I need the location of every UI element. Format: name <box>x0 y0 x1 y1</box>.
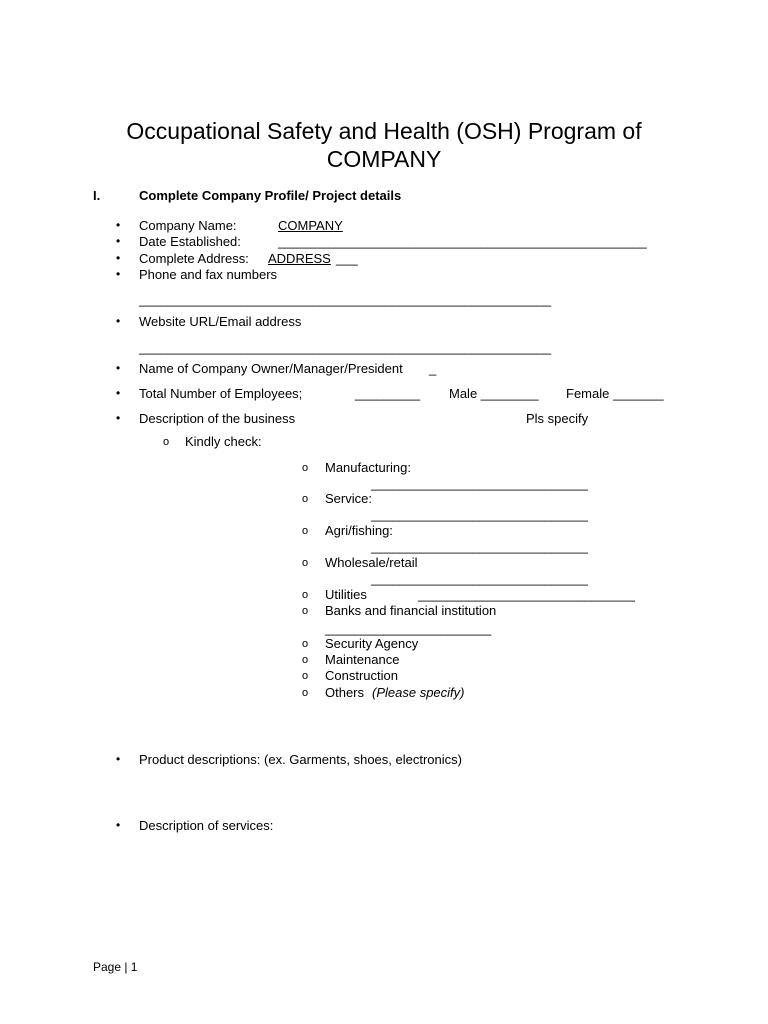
circle-bullet-icon: o <box>302 654 309 666</box>
date-established-line[interactable]: ___________________________________________________ <box>278 234 647 249</box>
wholesale-retail-line[interactable]: ______________________________ <box>371 571 588 586</box>
document-title-line2: COMPANY <box>326 146 442 172</box>
option-manufacturing[interactable]: Manufacturing: <box>325 460 411 475</box>
agri-fishing-line[interactable]: ______________________________ <box>371 539 588 554</box>
employees-line[interactable]: _________ <box>355 386 421 401</box>
bullet-icon: • <box>116 251 121 265</box>
complete-address-label: Complete Address: <box>139 251 249 266</box>
bullet-icon: • <box>116 361 121 375</box>
banks-line[interactable]: _______________________ <box>325 621 492 636</box>
bullet-icon: • <box>116 386 121 400</box>
option-maintenance[interactable]: Maintenance <box>325 652 400 667</box>
date-established-label: Date Established: <box>139 234 241 249</box>
website-label: Website URL/Email address <box>139 314 302 329</box>
phone-fax-line[interactable]: _________________________________________________________ <box>139 292 552 307</box>
bullet-icon: • <box>116 234 121 248</box>
owner-line[interactable]: _ <box>429 361 437 376</box>
circle-bullet-icon: o <box>302 589 309 601</box>
manufacturing-line[interactable]: ______________________________ <box>371 476 588 491</box>
female-field[interactable]: Female _______ <box>566 386 664 401</box>
document-title-line1: Occupational Safety and Health (OSH) Program of <box>126 118 642 144</box>
company-name-label: Company Name: <box>139 218 237 233</box>
complete-address-value[interactable]: ADDRESS <box>268 251 331 266</box>
utilities-line[interactable]: ______________________________ <box>418 587 635 602</box>
circle-bullet-icon: o <box>302 462 309 474</box>
product-descriptions-label: Product descriptions: (ex. Garments, shoes, electronics) <box>139 752 462 767</box>
pls-specify-label: Pls specify <box>526 411 589 426</box>
circle-bullet-icon: o <box>302 687 309 699</box>
option-banks[interactable]: Banks and financial institution <box>325 603 497 618</box>
bullet-icon: • <box>116 267 121 281</box>
bullet-icon: • <box>116 752 121 766</box>
circle-bullet-icon: o <box>302 638 309 650</box>
circle-bullet-icon: o <box>163 436 170 448</box>
option-service[interactable]: Service: <box>325 491 372 506</box>
phone-fax-label: Phone and fax numbers <box>139 267 278 282</box>
circle-bullet-icon: o <box>302 525 309 537</box>
option-security-agency[interactable]: Security Agency <box>325 636 419 651</box>
bullet-icon: • <box>116 411 121 425</box>
option-wholesale-retail[interactable]: Wholesale/retail <box>325 555 418 570</box>
circle-bullet-icon: o <box>302 605 309 617</box>
complete-address-line: ___ <box>336 251 358 266</box>
business-description-label: Description of the business <box>139 411 296 426</box>
bullet-icon: • <box>116 314 121 328</box>
website-line[interactable]: _________________________________________________________ <box>139 340 552 355</box>
bullet-icon: • <box>116 218 121 232</box>
option-agri-fishing[interactable]: Agri/fishing: <box>325 523 393 538</box>
option-construction[interactable]: Construction <box>325 668 398 683</box>
circle-bullet-icon: o <box>302 493 309 505</box>
others-note: (Please specify) <box>372 685 465 700</box>
company-name-value[interactable]: COMPANY <box>278 218 343 233</box>
bullet-icon: • <box>116 818 121 832</box>
section-heading: Complete Company Profile/ Project details <box>139 188 402 203</box>
employees-label: Total Number of Employees; <box>139 386 303 401</box>
circle-bullet-icon: o <box>302 557 309 569</box>
option-utilities[interactable]: Utilities <box>325 587 367 602</box>
owner-label: Name of Company Owner/Manager/President <box>139 361 403 376</box>
kindly-check-label: Kindly check: <box>185 434 262 449</box>
page-number: Page | 1 <box>93 960 138 974</box>
service-line[interactable]: ______________________________ <box>371 507 588 522</box>
circle-bullet-icon: o <box>302 670 309 682</box>
male-field[interactable]: Male ________ <box>449 386 539 401</box>
services-description-label: Description of services: <box>139 818 274 833</box>
option-others[interactable]: Others <box>325 685 365 700</box>
section-number: I. <box>93 188 101 203</box>
